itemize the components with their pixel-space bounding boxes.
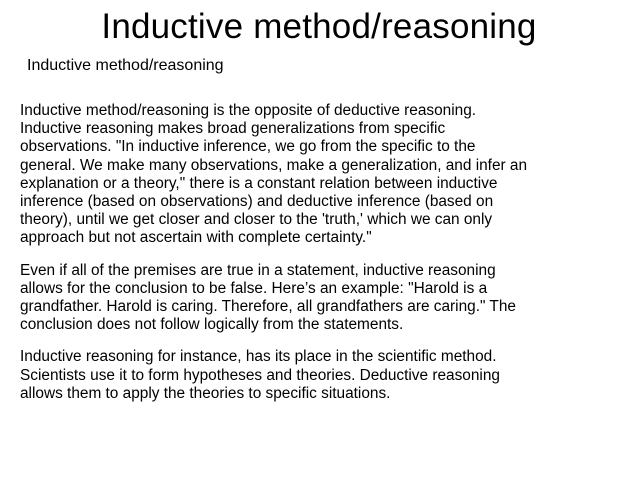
paragraph-2 bbox=[20, 262, 626, 335]
text-line: explanation or a theory," there is a constant relation between inductive bbox=[20, 174, 498, 192]
text-line: grandfather. Harold is caring. Therefore, all grandfathers are caring." The bbox=[20, 298, 516, 316]
text-line: Inductive reasoning makes broad generalizations from specific bbox=[20, 120, 446, 138]
text-line: allows for the conclusion to be false. Here’s an example: "Harold is a bbox=[20, 279, 488, 297]
slide-title: Inductive method/reasoning bbox=[101, 7, 537, 46]
text-line: Even if all of the premises are true in a statement, inductive reasoning bbox=[20, 261, 496, 279]
paragraph-3 bbox=[20, 348, 626, 403]
text-line: conclusion does not follow logically from the statements. bbox=[20, 316, 404, 334]
text-line: Scientists use it to form hypotheses and theories. Deductive reasoning bbox=[20, 366, 500, 384]
slide-subtitle: Inductive method/reasoning bbox=[27, 57, 224, 74]
text-line: theory), until we get closer and closer to the 'truth,' which we can only bbox=[20, 211, 493, 229]
text-line: Inductive method/reasoning is the opposite of deductive reasoning. bbox=[20, 102, 477, 119]
slide-body bbox=[20, 102, 626, 417]
text-line: observations. "In inductive inference, we go from the specific to the bbox=[20, 138, 476, 156]
text-line: Inductive reasoning for instance, has its place in the scientific method. bbox=[20, 348, 497, 366]
text-line: inference (based on observations) and deductive inference (based on bbox=[20, 193, 494, 211]
text-line: general. We make many observations, make a generalization, and infer an bbox=[20, 156, 528, 174]
paragraph-1 bbox=[20, 102, 626, 248]
text-line: approach but not ascertain with complete certainty." bbox=[20, 229, 372, 247]
text-line: allows them to apply the theories to specific situations. bbox=[20, 384, 391, 402]
